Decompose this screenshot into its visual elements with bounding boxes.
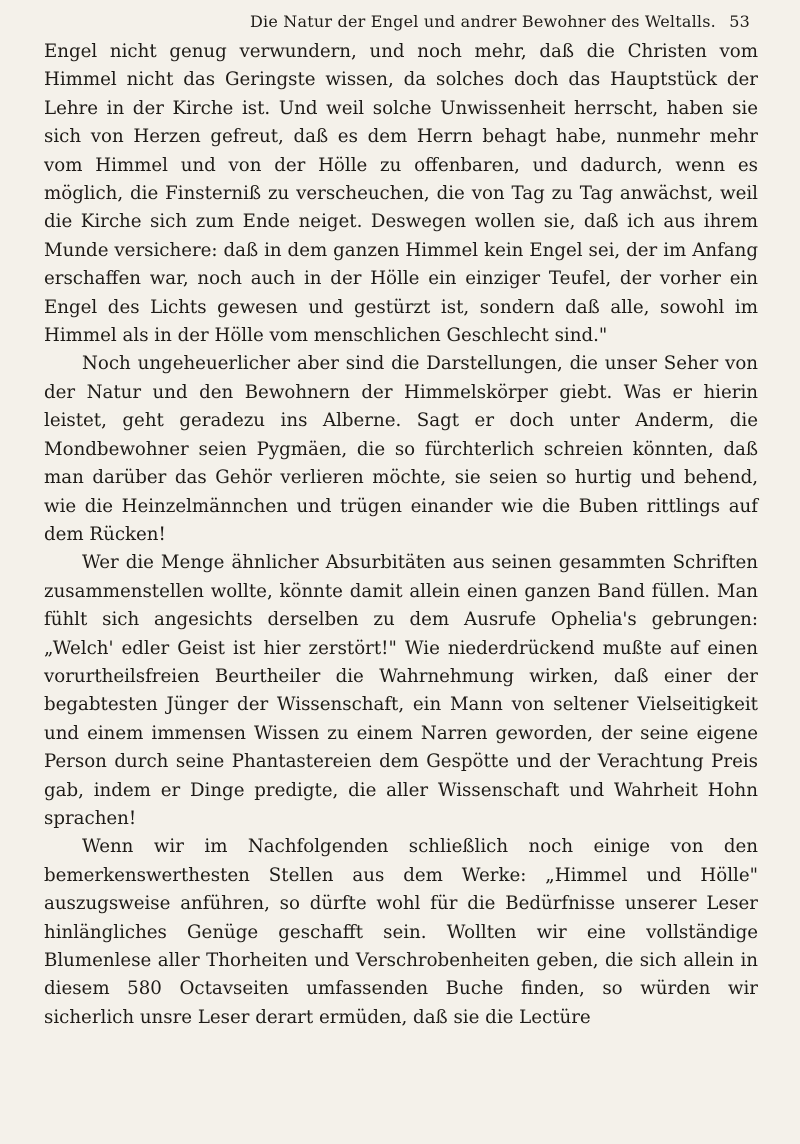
- running-title: Die Natur der Engel und andrer Bewohner des Weltalls.: [250, 12, 716, 31]
- paragraph: Noch ungeheuerlicher aber sind die Darstellungen, die unser Seher von der Natur und den Bewohnern der Himmelskörper giebt. Was er hierin leistet, geht geradezu ins Alberne. Sagt er doch unter Anderm, die Mondbewohner seien Pygmäen, die so fürchterlich schreien könnten, daß man darüber das Gehör verlieren möchte, sie seien so hurtig und behend, wie die Heinzelmännchen und trügen einander wie die Buben rittlings auf dem Rücken!: [44, 353, 758, 545]
- running-header: [60, 6, 750, 36]
- paragraph: Wer die Menge ähnlicher Absurbitäten aus seinen gesammten Schriften zusammenstellen wollte, könnte damit allein einen ganzen Band füllen. Man fühlt sich angesichts derselben zu dem Ausrufe Ophelia's gebrungen: „Welch' edler Geist ist hier zerstört!" Wie niederdrückend mußte auf einen vorurtheilsfreien Beurtheiler die Wahrnehmung wirken, daß einer der begabtesten Jünger der Wissenschaft, ein Mann von seltener Vielseitigkeit und einem immensen Wissen zu einem Narren geworden, der seine eigene Person durch seine Phantastereien dem Gespötte und der Verachtung Preis gab, indem er Dinge predigte, die aller Wissenschaft und Wahrheit Hohn sprachen!: [44, 552, 758, 829]
- body-text: [44, 38, 758, 1032]
- paragraph-continued: Engel nicht genug verwundern, und noch mehr, daß die Christen vom Himmel nicht das Geringste wissen, da solches doch das Hauptstück der Lehre in der Kirche ist. Und weil solche Unwissenheit herrscht, haben sie sich von Herzen gefreut, daß es dem Herrn behagt habe, nunmehr mehr vom Himmel und von der Hölle zu offenbaren, und dadurch, wenn es möglich, die Finsterniß zu verscheuchen, die von Tag zu Tag anwächst, weil die Kirche sich zum Ende neiget. Deswegen wollen sie, daß ich aus ihrem Munde versichere: daß in dem ganzen Himmel kein Engel sei, der im Anfang erschaffen war, noch auch in der Hölle ein einziger Teufel, der vorher ein Engel des Lichts gewesen und gestürzt ist, sondern daß alle, sowohl im Himmel als in der Hölle vom menschlichen Geschlecht sind.": [44, 41, 758, 347]
- page-number: 53: [729, 12, 750, 31]
- paragraph: Wenn wir im Nachfolgenden schließlich noch einige von den bemerkenswerthesten Stellen aus dem Werke: „Himmel und Hölle" auszugsweise anführen, so dürfte wohl für die Bedürfnisse unserer Leser hinlängliches Genüge geschafft sein. Wollten wir eine vollständige Blumenlese aller Thorheiten und Verschrobenheiten geben, die sich allein in diesem 580 Octavseiten umfassenden Buche finden, so würden wir sicherlich unsre Leser derart ermüden, daß sie die Lectüre: [44, 836, 758, 1028]
